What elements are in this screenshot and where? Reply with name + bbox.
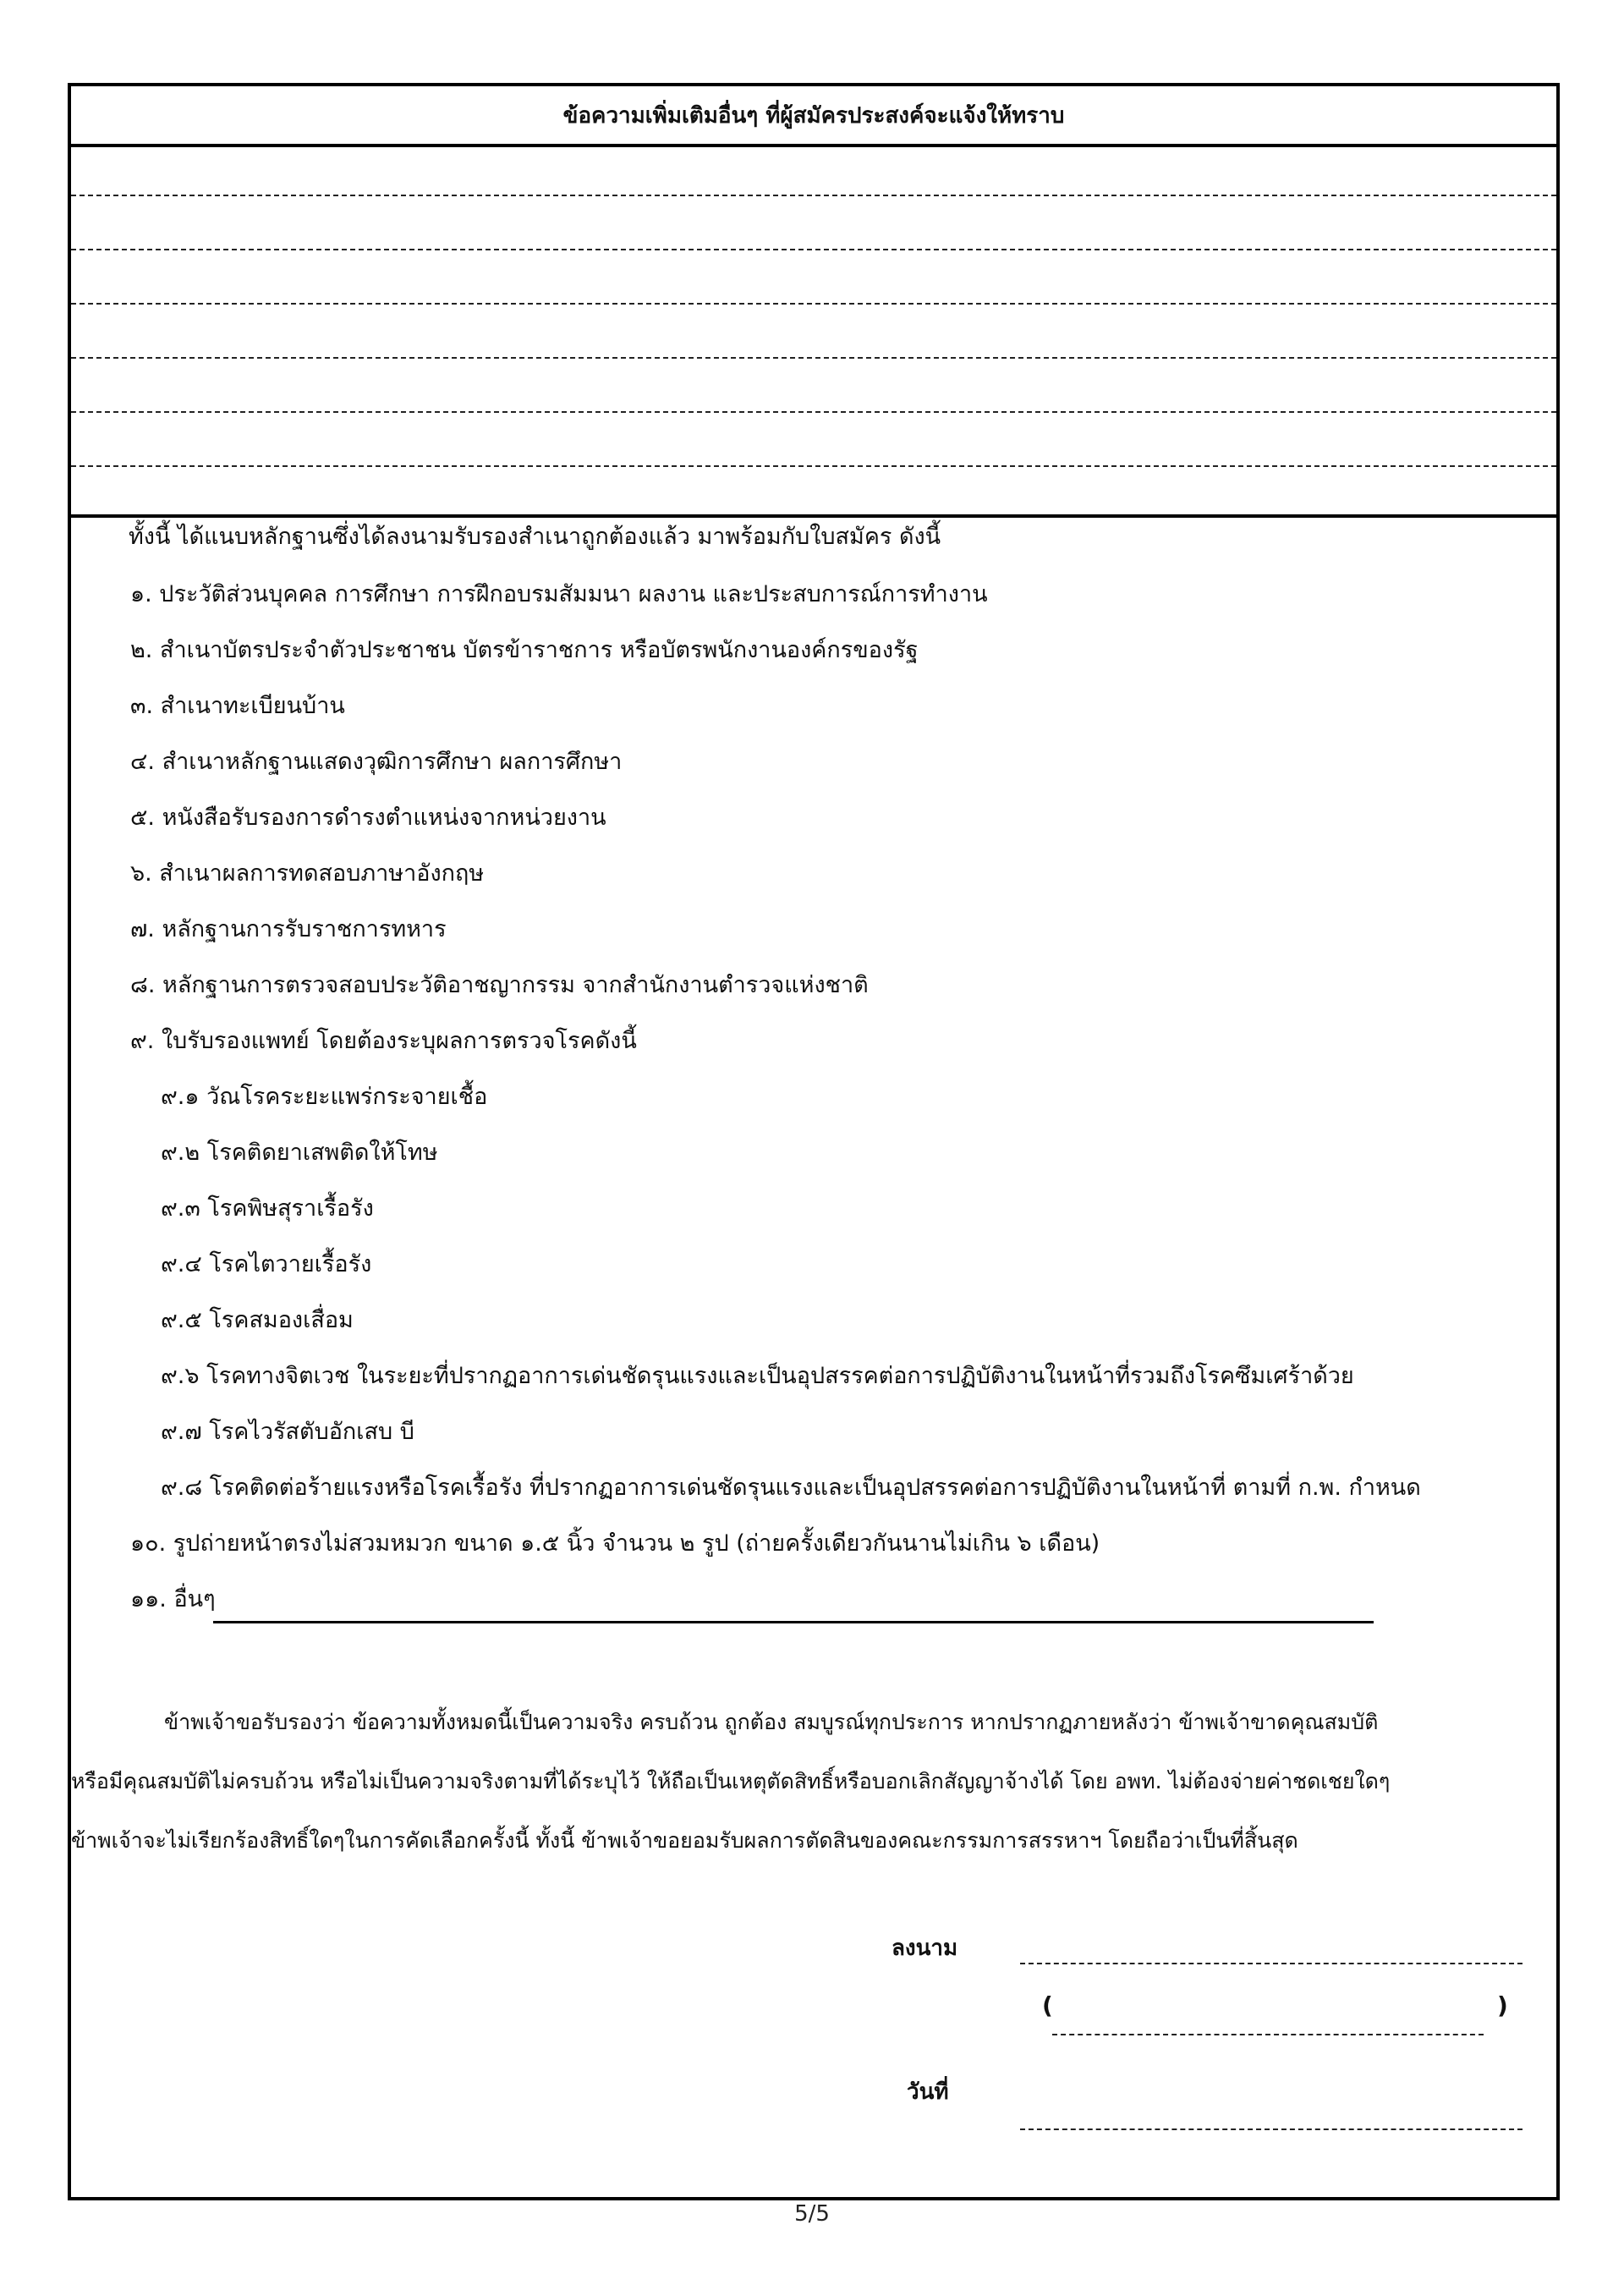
medical-sub-item: ๙.๓ โรคพิษสุราเรื้อรัง	[161, 1195, 374, 1222]
certification-line: ข้าพเจ้าขอรับรองว่า ข้อความทั้งหมดนี้เป็นความจริง ครบถ้วน ถูกต้อง สมบูรณ์ทุกประการ หากปรากฏภายหลังว่า ข้าพเจ้าขาดคุณสมบัติ	[164, 1710, 1379, 1734]
note-line	[71, 249, 1556, 250]
attachment-item: ๑. ประวัติส่วนบุคคล การศึกษา การฝึกอบรมสัมมนา ผลงาน และประสบการณ์การทำงาน	[130, 581, 988, 607]
medical-sub-item: ๙.๒ โรคติดยาเสพติดให้โทษ	[161, 1140, 438, 1166]
form-frame	[68, 83, 1560, 2200]
attachment-item: ๓. สำเนาทะเบียนบ้าน	[130, 693, 345, 719]
attachment-item: ๕. หนังสือรับรองการดำรงตำแหน่งจากหน่วยงาน	[130, 805, 606, 831]
medical-sub-item: ๙.๕ โรคสมองเสื่อม	[161, 1307, 354, 1333]
attachments-intro: ทั้งนี้ ได้แนบหลักฐานซึ่งได้ลงนามรับรองสำเนาถูกต้องแล้ว มาพร้อมกับใบสมัคร ดังนี้	[129, 524, 941, 550]
additional-notes-area[interactable]	[71, 147, 1556, 518]
medical-sub-item: ๙.๖ โรคทางจิตเวช ในระยะที่ปรากฏอาการเด่นชัดรุนแรงและเป็นอุปสรรคต่อการปฏิบัติงานในหน้าที่รวมถึงโรคซึมเศร้าด้วย	[161, 1363, 1354, 1389]
signature-label: ลงนาม	[892, 1936, 958, 1961]
note-line	[71, 465, 1556, 467]
name-close-paren: )	[1497, 1991, 1508, 2019]
medical-sub-item: ๙.๘ โรคติดต่อร้ายแรงหรือโรคเรื้อรัง ที่ปรากฏอาการเด่นชัดรุนแรงและเป็นอุปสรรคต่อการปฏิบัติงานในหน้าที่ ตามที่ ก.พ. กำหนด	[161, 1475, 1421, 1501]
note-line	[71, 195, 1556, 196]
name-open-paren: (	[1042, 1991, 1053, 2019]
page-number: 5/5	[794, 2201, 830, 2227]
attachment-item: ๗. หลักฐานการรับราชการทหาร	[130, 916, 447, 942]
printed-name-line[interactable]	[1052, 2034, 1484, 2035]
attachment-item: ๑๑. อื่นๆ	[130, 1586, 216, 1612]
attachment-item: ๘. หลักฐานการตรวจสอบประวัติอาชญากรรม จากสำนักงานตำรวจแห่งชาติ	[130, 972, 869, 998]
signature-line[interactable]	[1020, 1963, 1522, 1964]
section-title: ข้อความเพิ่มเติมอื่นๆ ที่ผู้สมัครประสงค์จะแจ้งให้ทราบ	[71, 86, 1556, 147]
attachment-item: ๔. สำเนาหลักฐานแสดงวุฒิการศึกษา ผลการศึกษา	[130, 749, 623, 775]
attachment-item: ๖. สำเนาผลการทดสอบภาษาอังกฤษ	[130, 860, 485, 887]
attachment-item: ๒. สำเนาบัตรประจำตัวประชาชน บัตรข้าราชการ หรือบัตรพนักงานองค์กรของรัฐ	[130, 637, 919, 663]
attachment-item: ๑๐. รูปถ่ายหน้าตรงไม่สวมหมวก ขนาด ๑.๕ นิ้ว จำนวน ๒ รูป (ถ่ายครั้งเดียวกันนานไม่เกิน ๖ เดือน)	[130, 1530, 1100, 1557]
date-label: วันที่	[907, 2079, 949, 2105]
medical-sub-item: ๙.๔ โรคไตวายเรื้อรัง	[161, 1251, 372, 1277]
certification-line: ข้าพเจ้าจะไม่เรียกร้องสิทธิ์ใดๆในการคัดเลือกครั้งนี้ ทั้งนี้ ข้าพเจ้าขอยอมรับผลการตัดสินของคณะกรรมการสรรหาฯ โดยถือว่าเป็นที่สิ้นสุด	[71, 1828, 1298, 1853]
medical-sub-item: ๙.๗ โรคไวรัสตับอักเสบ บี	[161, 1419, 414, 1445]
medical-sub-item: ๙.๑ วัณโรคระยะแพร่กระจายเชื้อ	[161, 1084, 488, 1110]
date-line[interactable]	[1020, 2128, 1522, 2130]
note-line	[71, 411, 1556, 413]
note-line	[71, 303, 1556, 305]
certification-line: หรือมีคุณสมบัติไม่ครบถ้วน หรือไม่เป็นความจริงตามที่ได้ระบุไว้ ให้ถือเป็นเหตุตัดสิทธิ์หรือบอกเลิกสัญญาจ้างได้ โดย อพท. ไม่ต้องจ่ายค่าชดเชยใดๆ	[71, 1769, 1391, 1793]
attachment-item: ๙. ใบรับรองแพทย์ โดยต้องระบุผลการตรวจโรคดังนี้	[130, 1028, 637, 1054]
other-items-line[interactable]	[213, 1621, 1374, 1623]
note-line	[71, 357, 1556, 359]
